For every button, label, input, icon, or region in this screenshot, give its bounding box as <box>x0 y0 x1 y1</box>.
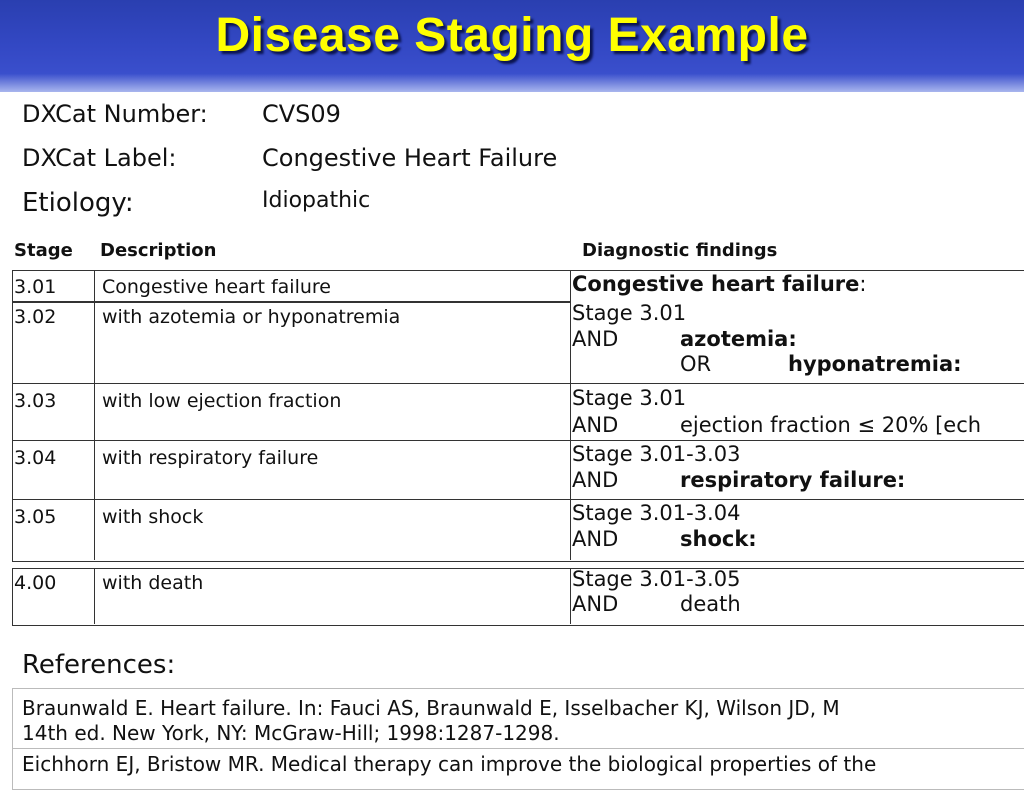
finding-line: Stage 3.01-3.05 <box>572 567 741 591</box>
finding-term: ejection fraction ≤ 20% [ech <box>680 413 982 437</box>
row-divider <box>12 383 1024 384</box>
stage-cell: 4.00 <box>14 572 57 594</box>
stage-cell: 3.04 <box>14 447 57 469</box>
row-divider <box>12 499 1024 500</box>
etiology-label: Etiology: <box>22 188 134 218</box>
finding-term: Congestive heart failure <box>572 272 860 296</box>
finding-and: AND <box>572 527 619 551</box>
finding-term: azotemia: <box>680 327 797 351</box>
finding-and: AND <box>572 327 619 351</box>
col-divider <box>94 568 95 624</box>
finding-or: OR <box>680 352 712 376</box>
stage-cell: 3.03 <box>14 390 57 412</box>
dxcat-number-value: CVS09 <box>262 100 341 128</box>
description-cell: with respiratory failure <box>102 447 319 469</box>
finding-term: death <box>680 592 741 616</box>
stage-cell: 3.01 <box>14 276 57 298</box>
description-cell: with shock <box>102 506 204 528</box>
title-bar <box>0 0 1024 92</box>
finding-and: AND <box>572 413 619 437</box>
row-divider <box>12 440 1024 441</box>
finding-and: AND <box>572 468 619 492</box>
finding-line: Stage 3.01-3.04 <box>572 501 741 525</box>
finding-line: Stage 3.01 <box>572 386 687 410</box>
etiology-value: Idiopathic <box>262 188 371 213</box>
finding-term: hyponatremia: <box>788 352 962 376</box>
slide-title: Disease Staging Example <box>215 9 809 62</box>
col-divider <box>570 270 571 560</box>
reference-line: 14th ed. New York, NY: McGraw-Hill; 1998:1287-1298. <box>22 721 560 745</box>
reference-divider <box>12 748 1024 749</box>
finding-line: Stage 3.01 <box>572 301 687 325</box>
dxcat-label-label: DXCat Label: <box>22 144 177 172</box>
description-cell: with azotemia or hyponatremia <box>102 306 401 328</box>
header-findings: Diagnostic findings <box>582 240 778 261</box>
finding-suffix: : <box>859 272 867 296</box>
header-stage: Stage <box>14 240 73 261</box>
reference-line: Eichhorn EJ, Bristow MR. Medical therapy can improve the biological properties of the <box>22 752 877 776</box>
col-divider <box>570 568 571 624</box>
description-cell: with death <box>102 572 204 594</box>
description-cell: Congestive heart failure <box>102 276 331 298</box>
finding-term: shock: <box>680 527 757 551</box>
finding-line: Stage 3.01-3.03 <box>572 442 741 466</box>
col-divider <box>94 270 95 560</box>
dxcat-number-label: DXCat Number: <box>22 100 208 128</box>
finding-line <box>572 272 866 296</box>
header-description: Description <box>100 240 217 261</box>
dxcat-label-value: Congestive Heart Failure <box>262 144 558 172</box>
finding-term: respiratory failure: <box>680 468 906 492</box>
reference-line: Braunwald E. Heart failure. In: Fauci AS, Braunwald E, Isselbacher KJ, Wilson JD, M <box>22 696 840 720</box>
references-title: References: <box>22 650 176 680</box>
stage-cell: 3.02 <box>14 306 57 328</box>
finding-and: AND <box>572 592 619 616</box>
row-divider <box>12 301 570 303</box>
description-cell: with low ejection fraction <box>102 390 342 412</box>
stage-cell: 3.05 <box>14 506 57 528</box>
